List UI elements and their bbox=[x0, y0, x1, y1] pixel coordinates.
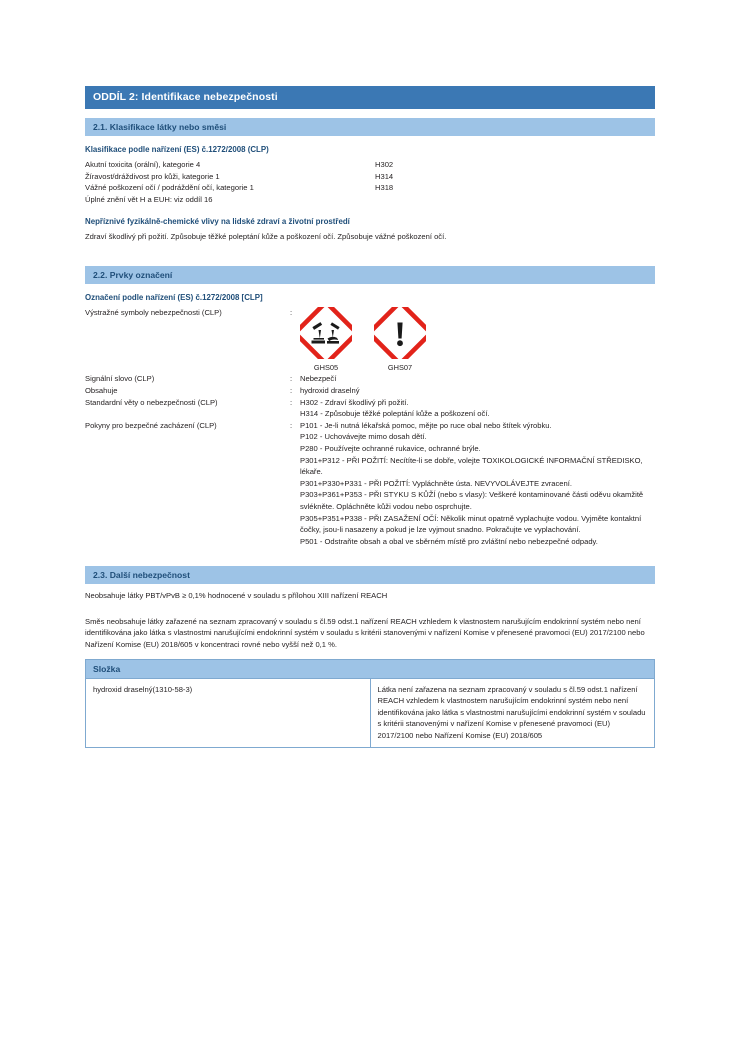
table-row bbox=[86, 678, 655, 747]
colon-separator: : bbox=[290, 374, 293, 384]
signal-word-value: Nebezpečí bbox=[300, 374, 337, 384]
pbt-vpvb-text: Neobsahuje látky PBT/vPvB ≥ 0,1% hodnocené v souladu s přílohou XIII nařízení REACH bbox=[85, 591, 388, 601]
subsection-2-1-bar: 2.1. Klasifikace látky nebo směsi bbox=[85, 118, 655, 136]
substance-name-cell: hydroxid draselný(1310-58-3) bbox=[86, 678, 371, 747]
hazard-statement: H314 - Způsobuje těžké poleptání kůže a poškození očí. bbox=[300, 409, 490, 419]
section-title-bar: ODDÍL 2: Identifikace nebezpečnosti bbox=[85, 86, 655, 109]
exclamation-mark-icon bbox=[374, 307, 426, 359]
pictogram-group bbox=[300, 307, 655, 374]
corrosion-icon bbox=[300, 307, 352, 359]
pictogram-label: Výstražné symboly nebezpečnosti (CLP) bbox=[85, 307, 222, 317]
precautionary-statement: P301+P312 - PŘI POŽITÍ: Necítíte-li se dobře, volejte TOXIKOLOGICKÉ INFORMAČNÍ STŘEDISKO, lékaře. bbox=[300, 455, 643, 477]
pictogram-row bbox=[85, 307, 655, 374]
hazard-code: H318 bbox=[375, 183, 394, 193]
classification-text: Žíravost/dráždivost pro kůži, kategorie 1 bbox=[85, 171, 220, 181]
hazard-statement: H302 - Zdraví škodlivý při požití. bbox=[300, 397, 409, 407]
classification-text: Vážné poškození očí / podráždění očí, kategorie 1 bbox=[85, 183, 254, 193]
precautionary-statement: P301+P330+P331 - PŘI POŽITÍ: Vypláchněte ústa. NEVYVOLÁVEJTE zvracení. bbox=[300, 478, 572, 488]
classification-footnote-row bbox=[85, 194, 655, 206]
classification-text: Akutní toxicita (orální), kategorie 4 bbox=[85, 160, 201, 169]
colon-separator: : bbox=[290, 385, 293, 395]
precautionary-statement: P101 - Je-li nutná lékařská pomoc, mějte po ruce obal nebo štítek výrobku. bbox=[300, 420, 552, 430]
subsection-2-3-bar: 2.3. Další nebezpečnost bbox=[85, 566, 655, 584]
contains-row bbox=[85, 385, 655, 397]
composition-table bbox=[85, 659, 655, 748]
hazard-code: H302 bbox=[375, 160, 394, 169]
classification-list bbox=[85, 159, 655, 205]
pictogram-caption: GHS05 bbox=[313, 362, 339, 372]
adverse-effects-heading: Nepříznivé fyzikálně-chemické vlivy na lidské zdraví a životní prostředí bbox=[85, 217, 350, 227]
hazard-statements-label: Standardní věty o nebezpečnosti (CLP) bbox=[85, 397, 218, 407]
classification-row bbox=[85, 171, 655, 183]
labelling-heading: Označení podle nařízení (ES) č.1272/2008 [CLP] bbox=[85, 292, 263, 302]
precautionary-statements-list bbox=[300, 420, 655, 548]
classification-row bbox=[85, 159, 655, 171]
classification-footnote: Úplné znění vět H a EUH: viz oddíl 16 bbox=[85, 194, 213, 204]
hazard-code: H314 bbox=[375, 171, 394, 181]
hazard-statements-row bbox=[85, 397, 655, 420]
signal-word-label: Signální slovo (CLP) bbox=[85, 374, 155, 384]
precautionary-statement: P102 - Uchovávejte mimo dosah dětí. bbox=[300, 432, 427, 442]
contains-value: hydroxid draselný bbox=[300, 385, 360, 395]
precautionary-statements-label: Pokyny pro bezpečné zacházení (CLP) bbox=[85, 420, 217, 430]
precautionary-statement: P305+P351+P338 - PŘI ZASAŽENÍ OČÍ: Několik minut opatrně vyplachujte vodou. Vyjměte kontaktní čočky, jsou-li nasazeny a pokud je lze vyjmout snadno. Pokračujte ve vyplachování. bbox=[300, 513, 642, 535]
subsection-2-2-bar: 2.2. Prvky označení bbox=[85, 266, 655, 284]
colon-separator: : bbox=[290, 397, 293, 407]
substance-description-cell: Látka není zařazena na seznam zpracovaný v souladu s čl.59 odst.1 nařízení REACH vzhledem k vlastnostem narušujícím endokrinní systém nebo není identifikována jako látka s vlastnostmi narušujícími endokrinní systém v souladu s kritérii stanovenými v nařízení Komise v přenesené pravomoci (EU) 2017/2100 nebo Nařízení Komise (EU) 2018/605 bbox=[370, 678, 655, 747]
hazard-statements-list bbox=[300, 397, 655, 420]
precautionary-statement: P501 - Odstraňte obsah a obal ve sběrném místě pro zvláštní nebo nebezpečné odpady. bbox=[300, 536, 598, 546]
adverse-effects-text: Zdraví škodlivý při požití. Způsobuje těžké poleptání kůže a poškození očí. Způsobuje vážné poškození očí. bbox=[85, 232, 447, 242]
precautionary-statements-row bbox=[85, 420, 655, 548]
sds-section-2-page bbox=[85, 86, 655, 748]
classification-heading: Klasifikace podle nařízení (ES) č.1272/2008 (CLP) bbox=[85, 145, 269, 154]
table-header-slozka: Složka bbox=[86, 659, 655, 678]
colon-separator: : bbox=[290, 420, 293, 430]
classification-row bbox=[85, 182, 655, 194]
colon-separator: : bbox=[290, 307, 293, 317]
endocrine-disruptor-text: Směs neobsahuje látky zařazené na seznam zpracovaný v souladu s čl.59 odst.1 nařízení REACH vzhledem k vlastnostem narušujícím endokrinní systém nebo není identifikována jako látka s vlastnostmi narušujícími endokrinní systém v souladu s kritérii stanovenými v nařízení Komise v přenesené pravomoci (EU) 2017/2100 nebo Nařízení Komise (EU) 2018/605 v koncentraci rovné nebo vyšší než 0,1 %. bbox=[85, 616, 645, 649]
contains-label: Obsahuje bbox=[85, 385, 118, 395]
precautionary-statement: P280 - Používejte ochranné rukavice, ochranné brýle. bbox=[300, 443, 481, 453]
precautionary-statement: P303+P361+P353 - PŘI STYKU S KŮŽÍ (nebo s vlasy): Veškeré kontaminované části oděvu okamžitě svlékněte. Opláchněte kůži vodou nebo osprchujte. bbox=[300, 490, 644, 511]
pictogram-ghs05 bbox=[300, 307, 352, 374]
pictogram-ghs07 bbox=[374, 307, 426, 374]
signal-word-row bbox=[85, 373, 655, 385]
table-header-row bbox=[86, 659, 655, 678]
pictogram-caption: GHS07 bbox=[387, 362, 413, 372]
